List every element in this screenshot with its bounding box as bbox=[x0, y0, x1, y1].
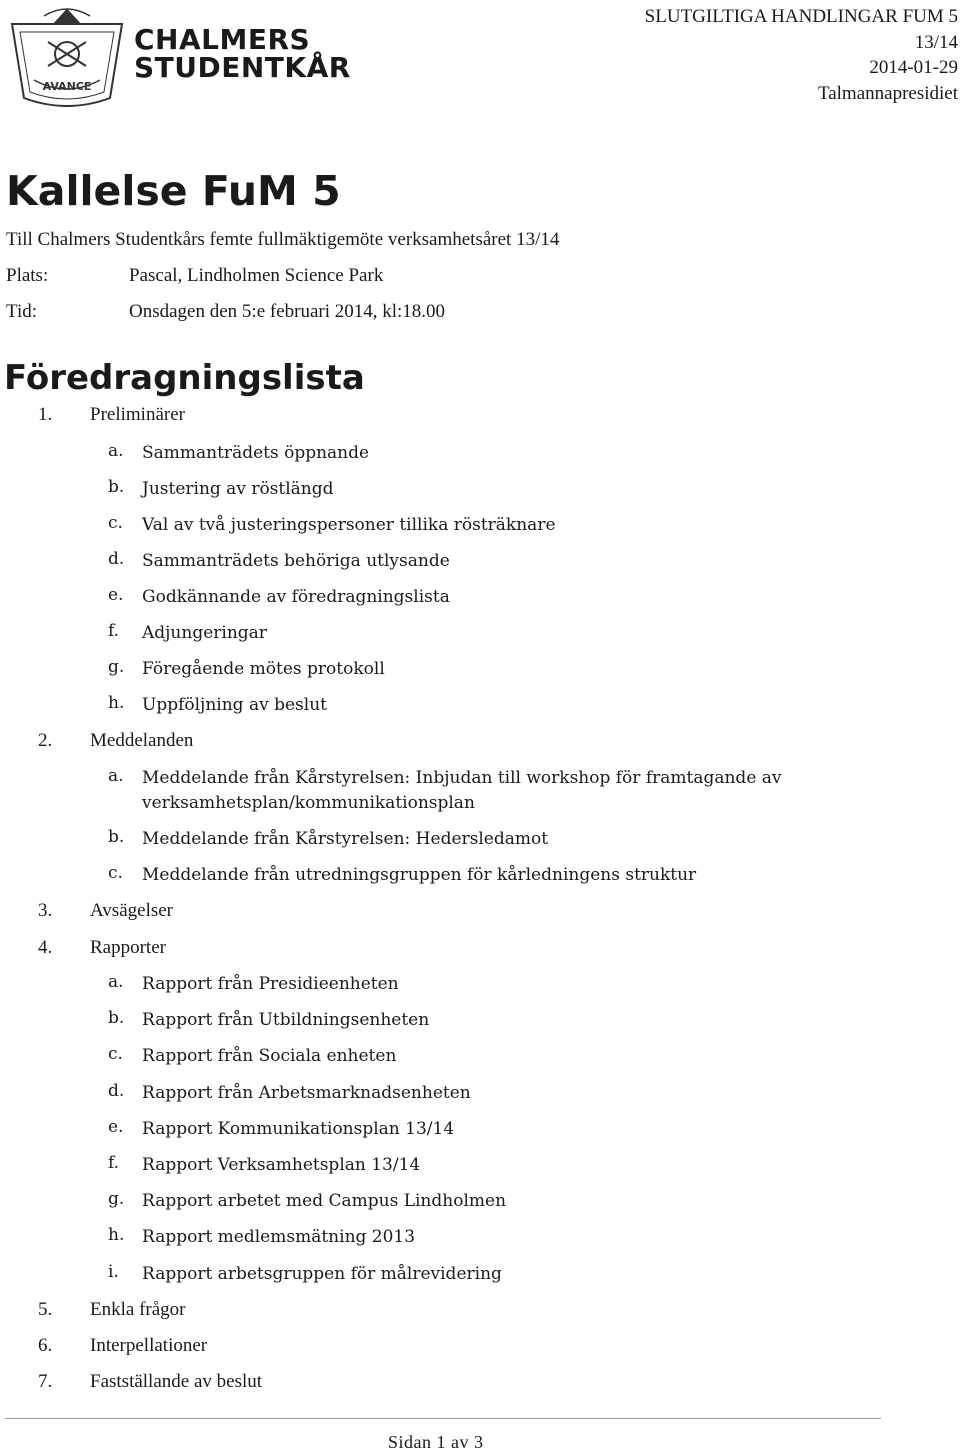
subitem-letter: b. bbox=[108, 827, 125, 847]
page-number: Sidan 1 av 3 bbox=[388, 1432, 484, 1452]
agenda-item-number: 4. bbox=[38, 937, 53, 958]
meta-status: SLUTGILTIGA HANDLINGAR FUM 5 bbox=[644, 6, 958, 27]
subitem-text: Föregående mötes protokoll bbox=[142, 659, 385, 679]
subitem-letter: f. bbox=[108, 1153, 120, 1173]
subitem-text: Meddelande från Kårstyrelsen: Inbjudan till workshop för framtagande av bbox=[142, 768, 782, 788]
agenda-item-number: 1. bbox=[38, 404, 53, 425]
time-label: Tid: bbox=[6, 301, 37, 322]
subitem-text: Rapport från Presidieenheten bbox=[142, 974, 399, 994]
agenda-item-label: Interpellationer bbox=[90, 1335, 208, 1356]
document-title: Kallelse FuM 5 bbox=[6, 167, 341, 215]
subitem-letter: f. bbox=[108, 621, 120, 641]
subitem-text: Rapport från Sociala enheten bbox=[142, 1046, 397, 1066]
agenda-item-number: 3. bbox=[38, 900, 53, 921]
meta-author: Talmannapresidiet bbox=[817, 82, 958, 104]
subitem-letter: c. bbox=[108, 1044, 123, 1064]
subitem-letter: b. bbox=[108, 477, 125, 497]
subitem-text: Rapport Kommunikationsplan 13/14 bbox=[142, 1119, 455, 1139]
place-label: Plats: bbox=[6, 265, 49, 286]
agenda-item-label: Fastställande av beslut bbox=[90, 1371, 263, 1392]
subitem-text: Sammanträdets behöriga utlysande bbox=[142, 551, 450, 571]
subitem-text: Meddelande från Kårstyrelsen: Hedersledamot bbox=[142, 829, 549, 849]
agenda-item-label: Enkla frågor bbox=[90, 1299, 186, 1320]
agenda-item-label: Avsägelser bbox=[90, 900, 174, 921]
chalmers-seal-logo bbox=[4, 2, 130, 112]
subitem-text: Rapport från Utbildningsenheten bbox=[142, 1010, 430, 1030]
place-value: Pascal, Lindholmen Science Park bbox=[129, 265, 384, 286]
subitem-letter: d. bbox=[108, 549, 125, 569]
subitem-letter: g. bbox=[108, 1189, 125, 1209]
subitem-letter: b. bbox=[108, 1008, 125, 1028]
subitem-text: Rapport från Arbetsmarknadsenheten bbox=[142, 1083, 471, 1103]
subitem-letter: i. bbox=[108, 1262, 119, 1282]
footer-divider bbox=[5, 1418, 881, 1419]
agenda-item-number: 5. bbox=[38, 1299, 53, 1320]
subitem-text: Sammanträdets öppnande bbox=[142, 443, 370, 463]
subitem-letter: h. bbox=[108, 1225, 125, 1245]
document-meta bbox=[645, 4, 958, 106]
meta-date: 2014-01-29 bbox=[869, 57, 958, 78]
subitem-letter: a. bbox=[108, 441, 124, 461]
page-header bbox=[0, 0, 960, 120]
subitem-text: Uppföljning av beslut bbox=[142, 695, 327, 715]
subitem-letter: e. bbox=[108, 585, 124, 605]
subitem-text-continued: verksamhetsplan/kommunikationsplan bbox=[142, 793, 475, 813]
subitem-text: Val av två justeringspersoner tillika rösträknare bbox=[142, 515, 556, 535]
intro-text: Till Chalmers Studentkårs femte fullmäktigemöte verksamhetsåret 13/14 bbox=[6, 229, 560, 250]
subitem-letter: a. bbox=[108, 972, 124, 992]
subitem-text: Rapport medlemsmätning 2013 bbox=[142, 1227, 416, 1247]
subitem-letter: c. bbox=[108, 513, 123, 533]
seal-motto: AVANCE bbox=[42, 80, 92, 93]
subitem-letter: d. bbox=[108, 1081, 125, 1101]
agenda-title: Föredragningslista bbox=[4, 358, 365, 398]
wordmark-line-1: CHALMERS bbox=[134, 23, 311, 56]
agenda-item-label: Preliminärer bbox=[90, 404, 185, 425]
agenda-item-number: 2. bbox=[38, 730, 53, 751]
subitem-letter: a. bbox=[108, 766, 124, 786]
subitem-text: Justering av röstlängd bbox=[142, 479, 334, 499]
wordmark-line-2: STUDENTKÅR bbox=[134, 51, 351, 84]
subitem-text: Rapport arbetet med Campus Lindholmen bbox=[142, 1191, 507, 1211]
agenda-item-label: Rapporter bbox=[90, 937, 166, 958]
subitem-text: Rapport arbetsgruppen för målrevidering bbox=[142, 1264, 502, 1284]
subitem-text: Meddelande från utredningsgruppen för kårledningens struktur bbox=[142, 865, 697, 885]
agenda-item-number: 7. bbox=[38, 1371, 53, 1392]
time-value: Onsdagen den 5:e februari 2014, kl:18.00 bbox=[129, 301, 446, 322]
subitem-letter: g. bbox=[108, 657, 125, 677]
subitem-text: Rapport Verksamhetsplan 13/14 bbox=[142, 1155, 421, 1175]
chalmers-studentkar-wordmark bbox=[134, 23, 351, 84]
subitem-letter: h. bbox=[108, 693, 125, 713]
subitem-letter: e. bbox=[108, 1117, 124, 1137]
agenda-item-label: Meddelanden bbox=[90, 730, 194, 751]
subitem-text: Adjungeringar bbox=[142, 623, 267, 643]
subitem-text: Godkännande av föredragningslista bbox=[142, 587, 450, 607]
subitem-letter: c. bbox=[108, 863, 123, 883]
agenda-item-number: 6. bbox=[38, 1335, 53, 1356]
meta-year: 13/14 bbox=[914, 31, 958, 53]
